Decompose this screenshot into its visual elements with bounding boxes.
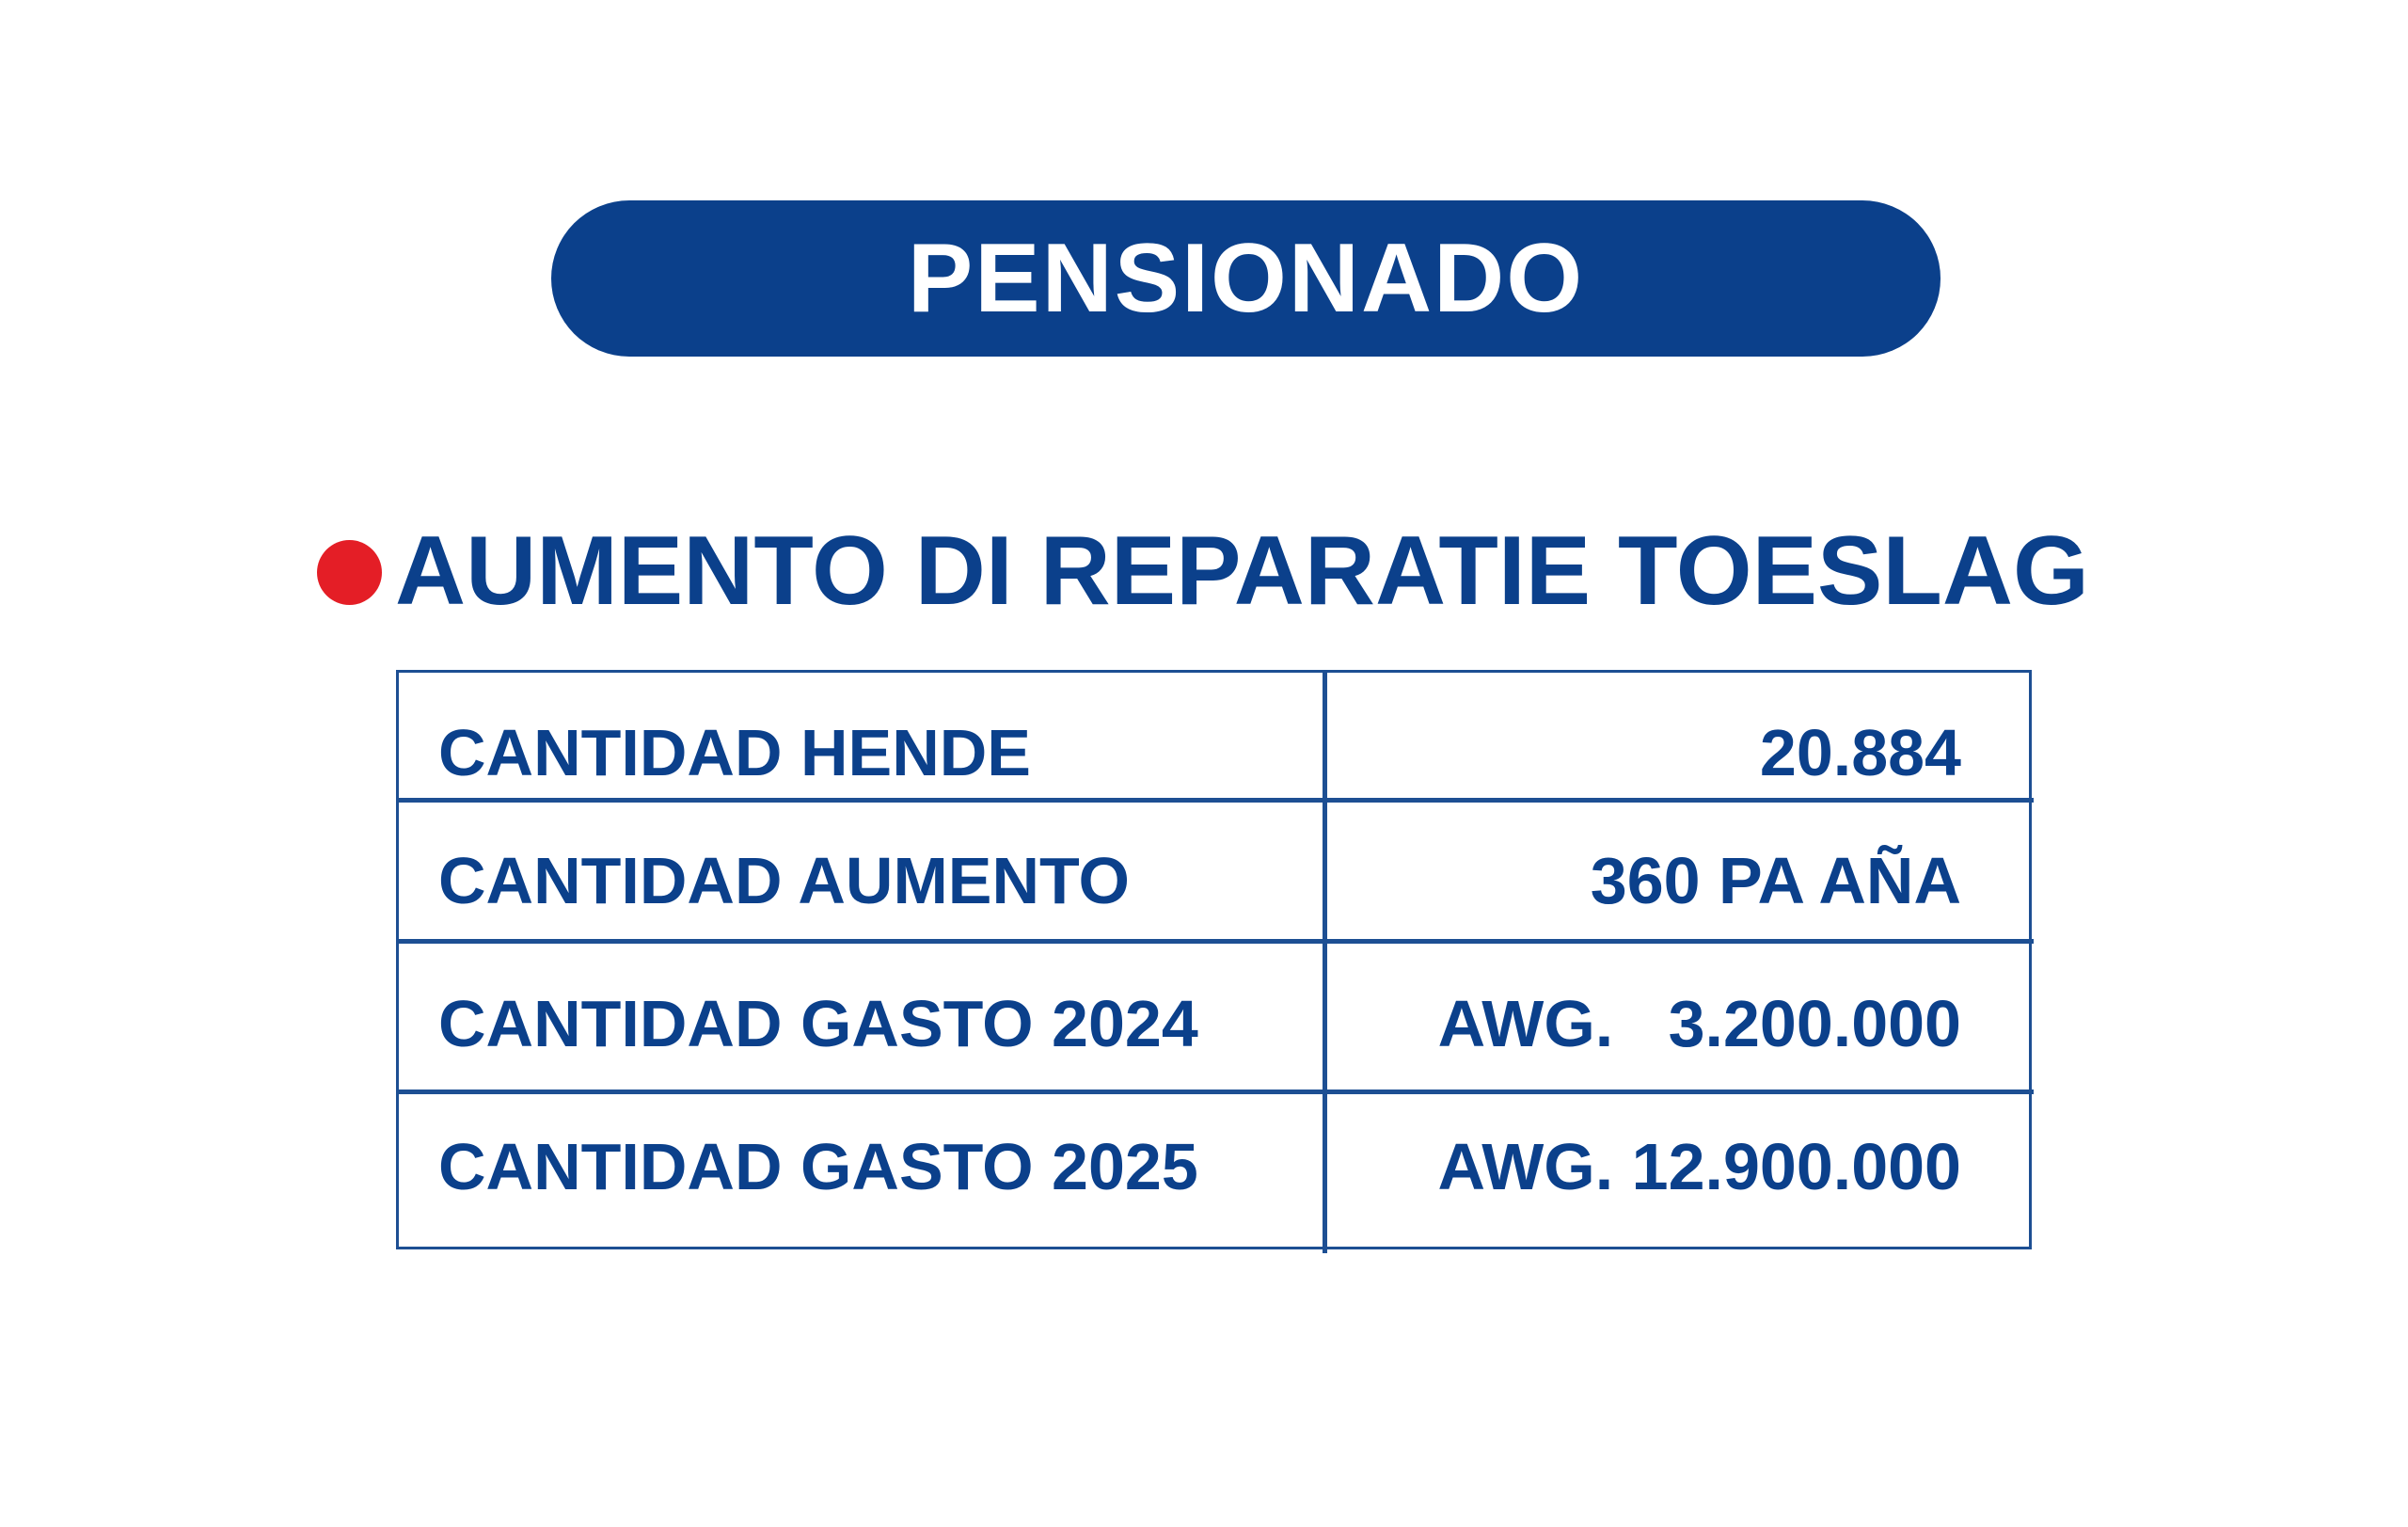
row-value: 20.884: [1759, 716, 1961, 789]
red-bullet-icon: [317, 540, 382, 605]
row-label: CANTIDAD GASTO 2024: [438, 987, 1198, 1060]
row-value: AWG. 12.900.000: [1437, 1130, 1961, 1203]
data-table: [396, 670, 2032, 1249]
table-row: [399, 673, 2029, 801]
table-row: [399, 1094, 2029, 1249]
section-heading: AUMENTO DI REPARATIE TOESLAG: [395, 517, 2089, 626]
row-label: CANTIDAD HENDE: [438, 716, 1031, 789]
banner-title: PENSIONADO: [907, 224, 1585, 333]
row-value: 360 PA AÑA: [1590, 844, 1961, 917]
row-label: CANTIDAD GASTO 2025: [438, 1130, 1198, 1203]
table-row: [399, 803, 2029, 942]
title-banner: [551, 200, 1941, 357]
row-value: AWG. 3.200.000: [1437, 987, 1961, 1060]
row-label: CANTIDAD AUMENTO: [438, 844, 1130, 917]
table-row: [399, 944, 2029, 1090]
